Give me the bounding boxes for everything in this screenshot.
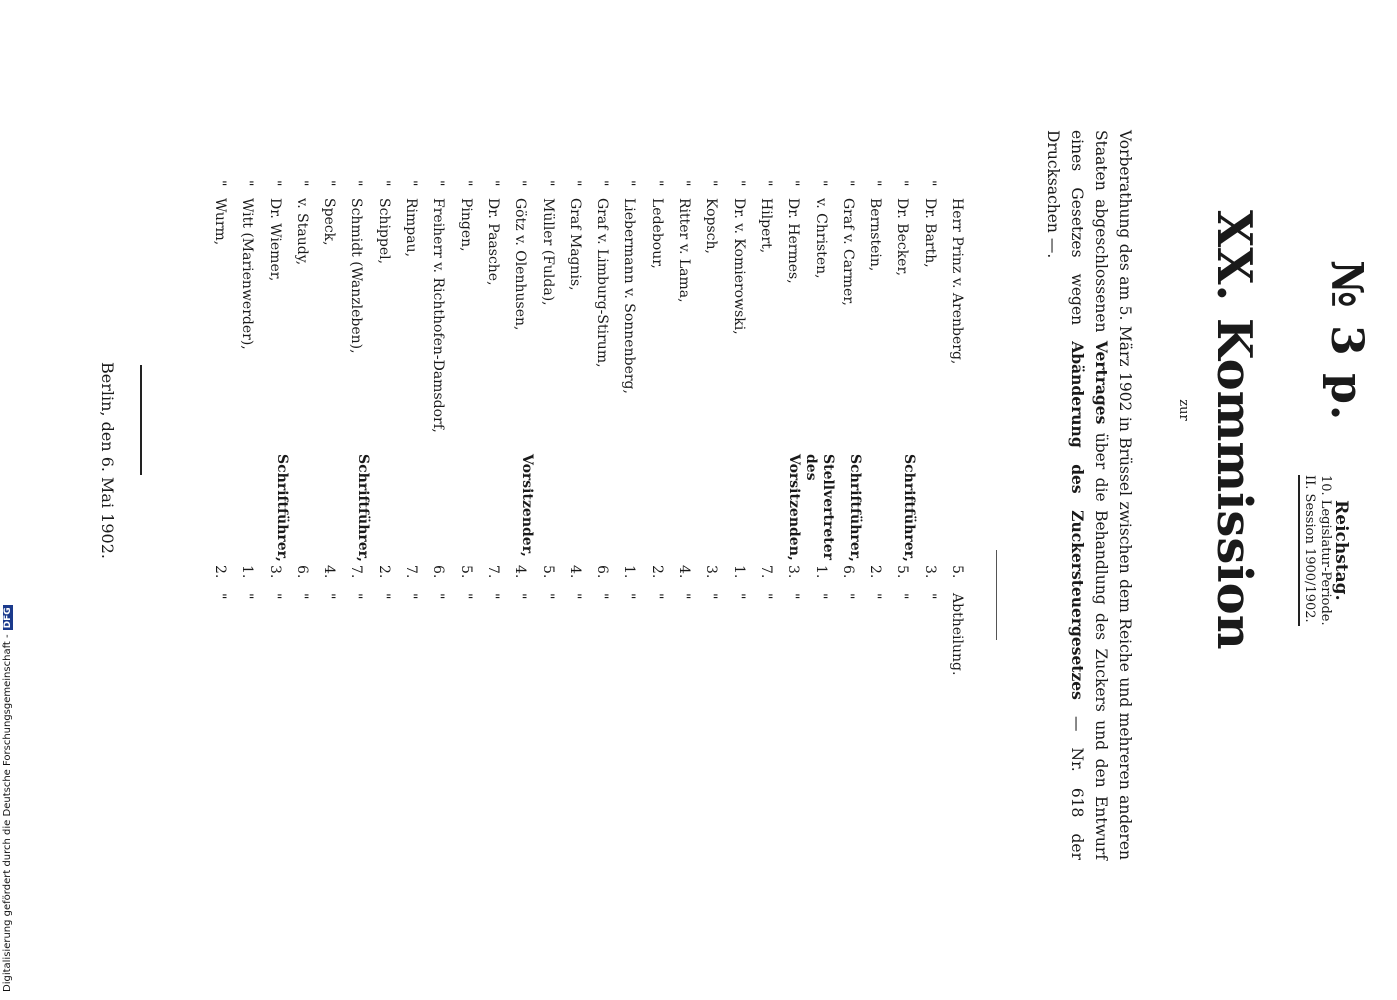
dfg-logo: DFG — [3, 607, 13, 629]
member-row — [670, 180, 697, 920]
member-name: Dr. Wiemer, — [266, 198, 283, 282]
member-mark: " — [348, 180, 365, 187]
member-division-number: 3. — [703, 565, 720, 579]
member-role: Schriftführer, — [273, 454, 290, 562]
member-division-label: " — [676, 593, 693, 600]
member-mark: " — [867, 180, 884, 187]
member-row — [315, 180, 342, 920]
member-name: Bernstein, — [867, 198, 884, 272]
member-division-label: " — [921, 593, 938, 600]
member-division-number: 5. — [894, 565, 911, 579]
member-row — [451, 180, 478, 920]
intro-bold-1: Vertrages — [1092, 340, 1111, 425]
member-mark: " — [757, 180, 774, 187]
member-name: Pingen, — [457, 198, 474, 252]
member-name: Wurm, — [211, 198, 228, 246]
member-row — [697, 180, 724, 920]
member-division-label: " — [375, 593, 392, 600]
member-name: Hilpert, — [757, 198, 774, 254]
member-mark: " — [539, 180, 556, 187]
member-division-number: 7. — [757, 565, 774, 579]
member-row — [752, 180, 779, 920]
member-division-label: " — [484, 593, 501, 600]
member-division-number: 5. — [949, 565, 965, 579]
member-mark: " — [293, 180, 310, 187]
member-division-number: 4. — [321, 565, 338, 579]
member-division-label: " — [566, 593, 583, 600]
member-row — [506, 180, 536, 920]
member-division-label: " — [648, 593, 665, 600]
member-division-number: 2. — [867, 565, 884, 579]
member-mark: " — [648, 180, 665, 187]
member-name: Dr. Paasche, — [484, 198, 501, 286]
member-row — [260, 180, 290, 920]
member-division-label: " — [239, 593, 256, 600]
member-mark: " — [785, 180, 802, 187]
member-division-number: 2. — [375, 565, 392, 579]
intro-part-3: — Nr. 618 der Drucksachen —. — [1044, 130, 1086, 860]
member-division-number: 5. — [457, 565, 474, 579]
member-mark: " — [512, 180, 529, 187]
reichstag-title: Reichstag. — [1331, 500, 1351, 601]
member-division-number: 1. — [239, 565, 256, 579]
member-role: Schriftführer, — [846, 454, 863, 562]
member-row — [369, 180, 396, 920]
member-row — [533, 180, 560, 920]
member-division-label: " — [785, 593, 802, 600]
member-division-number: 1. — [621, 565, 638, 579]
member-row — [206, 180, 233, 920]
member-name: Graf v. Carmer, — [839, 198, 856, 306]
member-name: Götz v. Olenhusen, — [512, 198, 529, 331]
intro-part-2: über die Behandlung des Zuckers und den Entwurf eines Gesetzes wegen — [1068, 130, 1110, 860]
member-row — [861, 180, 888, 920]
member-division-label: " — [293, 593, 310, 600]
member-mark: " — [621, 180, 638, 187]
member-division-label: " — [594, 593, 611, 600]
digitization-note — [2, 605, 13, 992]
intro-bold-2: Abänderung des Zuckersteuergesetzes — [1068, 341, 1087, 700]
member-row — [424, 180, 451, 920]
separator-rule — [996, 550, 997, 640]
member-division-label: " — [539, 593, 556, 600]
member-division-label: " — [757, 593, 774, 600]
member-division-label: " — [894, 593, 911, 600]
member-division-number: 3. — [921, 565, 938, 579]
member-name: Rimpau, — [403, 198, 420, 258]
member-division-label: " — [512, 593, 529, 600]
member-name: Herr Prinz v. Arenberg, — [949, 198, 965, 365]
member-name: Witt (Marienwerder), — [239, 198, 256, 350]
member-name: Dr. v. Komierowski, — [730, 198, 747, 335]
document-number: № 3 p. — [1321, 260, 1372, 422]
member-division-label: " — [403, 593, 420, 600]
member-division-number: 1. — [730, 565, 747, 579]
member-mark: " — [403, 180, 420, 187]
member-name: Dr. Hermes, — [785, 198, 802, 284]
member-division-number: 2. — [648, 565, 665, 579]
member-name: Speck, — [321, 198, 338, 246]
member-mark: " — [921, 180, 938, 187]
member-division-number: 7. — [484, 565, 501, 579]
member-division-number: 5. — [539, 565, 556, 579]
member-division-number: 3. — [266, 565, 283, 579]
member-name: Ledebour, — [648, 198, 665, 269]
member-name: v. Christen, — [812, 198, 829, 279]
session: II. Session 1900/1902. — [1298, 475, 1317, 626]
member-mark: " — [484, 180, 501, 187]
member-name: Graf Magnis, — [566, 198, 583, 291]
member-row — [834, 180, 861, 920]
member-name: Kopsch, — [703, 198, 720, 254]
place-date: Berlin, den 6. Mai 1902. — [98, 362, 117, 559]
member-row — [943, 180, 970, 920]
member-division-number: 4. — [676, 565, 693, 579]
member-row — [479, 180, 506, 920]
member-row — [779, 180, 806, 920]
member-row — [724, 180, 751, 920]
member-division-label: " — [348, 593, 365, 600]
member-row — [397, 180, 424, 920]
member-mark: " — [839, 180, 856, 187]
committee-title: XX. Kommission — [1206, 210, 1262, 650]
member-division-label: Abtheilung. — [949, 593, 965, 676]
member-mark: " — [730, 180, 747, 187]
member-division-label: " — [839, 593, 856, 600]
member-row — [915, 180, 942, 920]
member-role: Schriftführer, — [355, 454, 372, 562]
member-mark: " — [566, 180, 583, 187]
member-name: Dr. Becker, — [894, 198, 911, 277]
member-name: Graf v. Limburg-Stirum, — [594, 198, 611, 368]
member-division-label: " — [211, 593, 228, 600]
member-name: Ritter v. Lama, — [676, 198, 693, 303]
member-role: Stellvertreter des Vorsitzenden, — [785, 454, 836, 561]
member-division-number: 7. — [348, 565, 365, 579]
member-name: Dr. Barth, — [921, 198, 938, 268]
member-row — [642, 180, 669, 920]
member-mark: " — [894, 180, 911, 187]
member-division-label: " — [867, 593, 884, 600]
member-division-number: 7. — [403, 565, 420, 579]
member-row — [888, 180, 918, 920]
member-division-number: 6. — [839, 565, 856, 579]
member-row — [342, 180, 372, 920]
member-mark: " — [812, 180, 829, 187]
member-division-number: 4. — [566, 565, 583, 579]
member-row — [288, 180, 315, 920]
member-division-label: " — [812, 593, 829, 600]
member-mark: " — [594, 180, 611, 187]
member-mark: " — [211, 180, 228, 187]
member-mark: " — [676, 180, 693, 187]
member-name: v. Staudy, — [293, 198, 310, 266]
member-division-label: " — [457, 593, 474, 600]
member-row — [561, 180, 588, 920]
member-division-label: " — [321, 593, 338, 600]
member-mark: " — [239, 180, 256, 187]
member-division-number: 6. — [594, 565, 611, 579]
member-list — [206, 180, 970, 920]
member-row — [615, 180, 642, 920]
intro-paragraph — [1041, 130, 1137, 860]
member-role: Schriftführer, — [901, 454, 918, 562]
member-division-label: " — [621, 593, 638, 600]
member-division-number: 3. — [785, 565, 802, 579]
member-row — [233, 180, 260, 920]
member-name: Freiherr v. Richthofen-Damsdorf, — [430, 198, 447, 433]
member-name: Müller (Fulda), — [539, 198, 556, 306]
member-name: Schippel, — [375, 198, 392, 265]
member-mark: " — [266, 180, 283, 187]
zur-label: zur — [1176, 399, 1191, 421]
member-division-label: " — [266, 593, 283, 600]
intro-part-1: Vorberathung des am 5. März 1902 in Brüssel zwischen dem Reiche und mehreren anderen Staaten abgeschlossenen — [1092, 130, 1134, 860]
member-division-number: 2. — [211, 565, 228, 579]
member-division-number: 6. — [293, 565, 310, 579]
member-division-label: " — [703, 593, 720, 600]
member-division-number: 4. — [512, 565, 529, 579]
legislature-period: 10. Legislatur-Periode. — [1318, 475, 1333, 626]
member-division-number: 1. — [812, 565, 829, 579]
member-mark: " — [375, 180, 392, 187]
member-division-label: " — [730, 593, 747, 600]
member-division-number: 6. — [430, 565, 447, 579]
closing-rule — [140, 365, 142, 475]
member-mark: " — [703, 180, 720, 187]
member-name: Schmidt (Wanzleben), — [348, 198, 365, 354]
member-mark: " — [430, 180, 447, 187]
reichstag-header — [1298, 475, 1349, 626]
member-row — [588, 180, 615, 920]
member-mark: " — [457, 180, 474, 187]
member-role: Vorsitzender, — [519, 454, 536, 557]
digitization-note-text: Digitalisierung gefördert durch die Deutsche Forschungsgemeinschaft - — [2, 634, 13, 992]
member-mark: " — [321, 180, 338, 187]
member-name: Liebermann v. Sonnenberg, — [621, 198, 638, 394]
member-division-label: " — [430, 593, 447, 600]
